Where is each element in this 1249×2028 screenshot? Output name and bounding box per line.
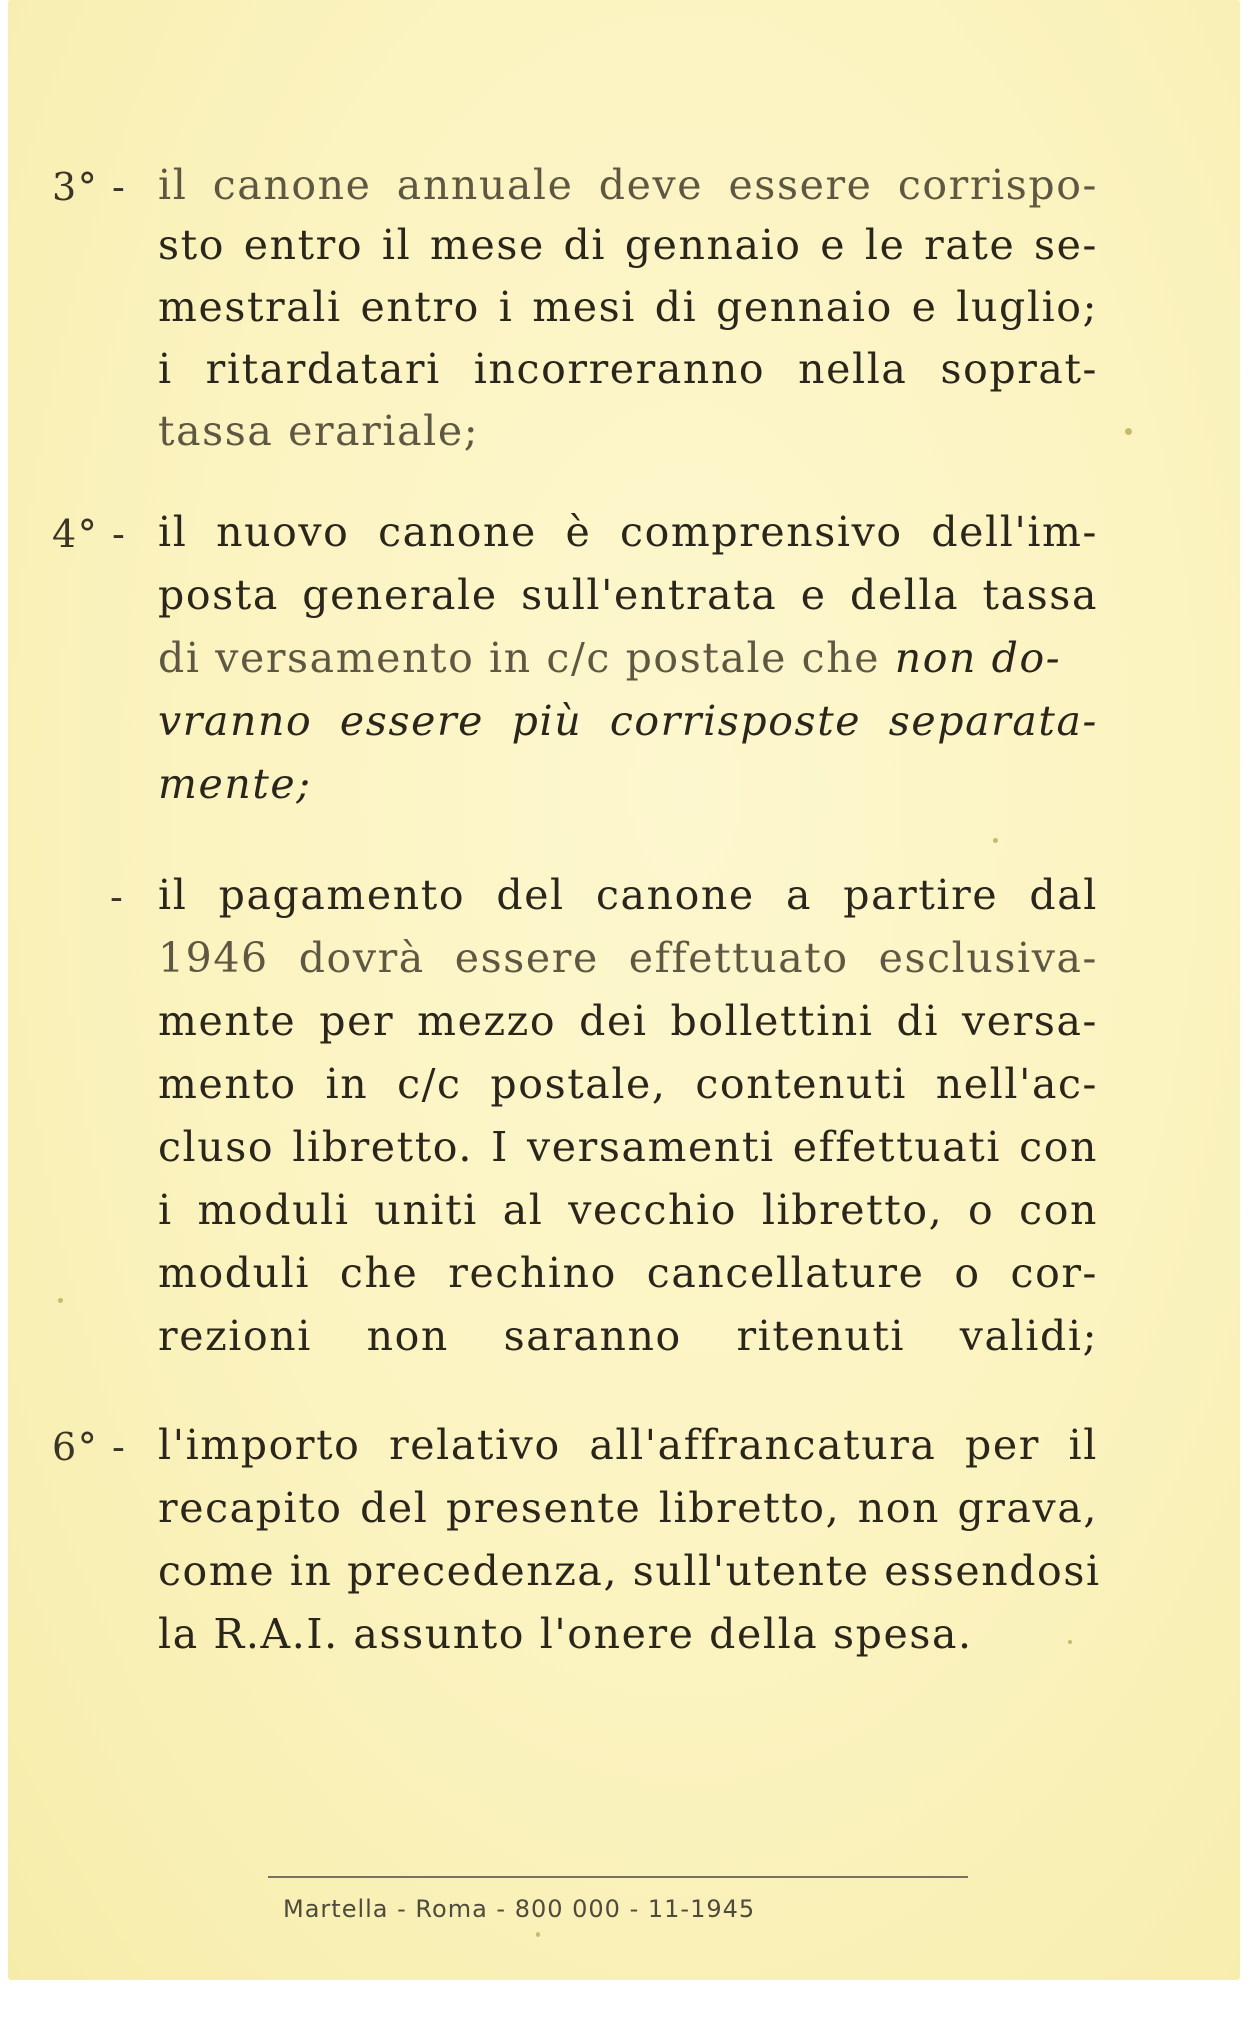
paper-speck bbox=[58, 1298, 63, 1303]
paper-speck bbox=[1125, 428, 1132, 435]
item-6-line-2: recapito del presente libretto, non grava, bbox=[158, 1484, 1098, 1532]
item-3-marker: 3° - bbox=[52, 165, 127, 209]
item-6-line-3: come in precedenza, sull'utente essendosi bbox=[158, 1547, 1101, 1595]
item-3-line-3: mestrali entro i mesi di gennaio e luglio; bbox=[158, 283, 1098, 331]
item-4-line-4: vranno essere più corrisposte separata- bbox=[158, 697, 1098, 745]
item-6-line-1: l'importo relativo all'affrancatura per il bbox=[158, 1421, 1098, 1469]
item-4-line-5: mente; bbox=[158, 760, 312, 808]
item-4-line-3-italic: non do- bbox=[894, 634, 1062, 682]
paper-speck bbox=[993, 838, 998, 843]
item-4-line-1: il nuovo canone è comprensivo dell'im- bbox=[158, 508, 1098, 556]
item-5-line-2: 1946 dovrà essere effettuato esclusiva- bbox=[158, 934, 1098, 982]
footer-divider bbox=[268, 1876, 968, 1878]
paper-speck bbox=[1068, 1640, 1072, 1644]
printer-imprint: Martella - Roma - 800 000 - 11-1945 bbox=[283, 1895, 756, 1923]
item-5-line-5: cluso libretto. I versamenti effettuati con bbox=[158, 1123, 1098, 1171]
item-4-line-3-text: di versamento in c/c postale che bbox=[158, 634, 881, 682]
item-4-line-2: posta generale sull'entrata e della tassa bbox=[158, 571, 1098, 619]
paper-speck bbox=[536, 1932, 540, 1937]
item-3-line-4: i ritardatari incorreranno nella soprat- bbox=[158, 345, 1098, 393]
item-5-line-3: mente per mezzo dei bollettini di versa- bbox=[158, 997, 1098, 1045]
item-3-line-1: il canone annuale deve essere corrispo- bbox=[158, 161, 1098, 209]
item-4-line-3 bbox=[158, 634, 1098, 682]
item-5-line-1: il pagamento del canone a partire dal bbox=[158, 871, 1098, 919]
item-6-marker: 6° - bbox=[52, 1425, 127, 1469]
document-page bbox=[8, 0, 1240, 1980]
item-5-line-7: moduli che rechino cancellature o cor- bbox=[158, 1249, 1098, 1297]
item-4-marker: 4° - bbox=[52, 512, 127, 556]
item-5-line-6: i moduli uniti al vecchio libretto, o con bbox=[158, 1186, 1098, 1234]
item-5-line-4: mento in c/c postale, contenuti nell'ac- bbox=[158, 1060, 1098, 1108]
item-5-line-8: rezioni non saranno ritenuti validi; bbox=[158, 1312, 1098, 1360]
item-6-line-4: la R.A.I. assunto l'onere della spesa. bbox=[158, 1610, 973, 1658]
item-5-marker: - bbox=[110, 875, 125, 919]
item-3-line-5: tassa erariale; bbox=[158, 407, 480, 455]
item-3-line-2: sto entro il mese di gennaio e le rate se- bbox=[158, 221, 1098, 269]
